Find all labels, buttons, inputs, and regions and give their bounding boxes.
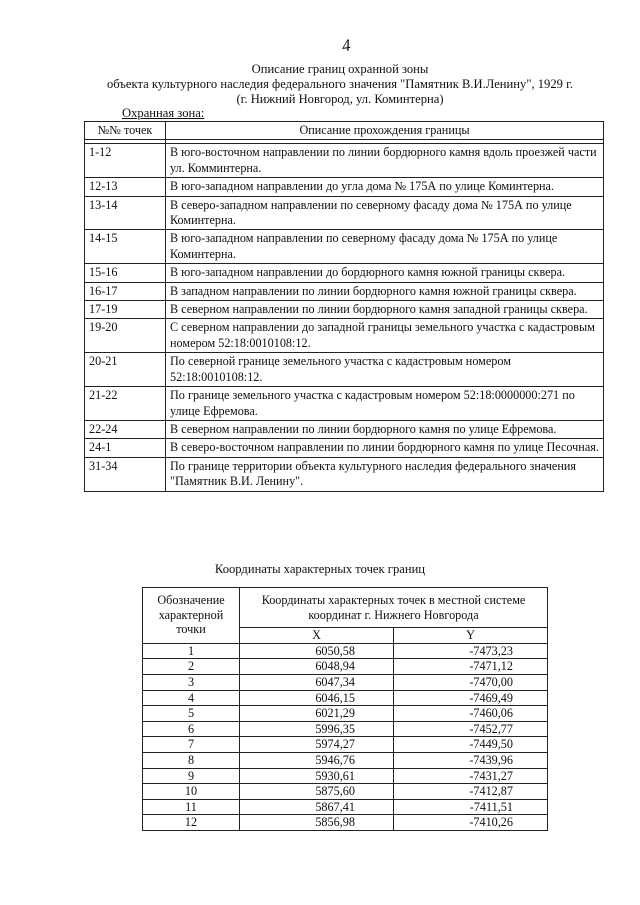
coord-x: 5974,27 xyxy=(240,737,394,753)
coordinates-table xyxy=(142,587,548,831)
row-description: С северном направлении до западной границы земельного участка с кадастровым номером 52:18:0010108:12. xyxy=(166,319,604,353)
table-row xyxy=(85,420,604,438)
point-number: 4 xyxy=(143,690,240,706)
table-row xyxy=(85,301,604,319)
row-description: В юго-западном направлении до бордюрного камня южной границы сквера. xyxy=(166,264,604,282)
table-row xyxy=(143,752,548,768)
header-point-designation: Обозначение характерной точки xyxy=(143,588,240,644)
coord-x: 5946,76 xyxy=(240,752,394,768)
zone-label: Охранная зона: xyxy=(122,106,205,120)
table-row xyxy=(85,457,604,491)
row-points: 20-21 xyxy=(85,353,166,387)
table-row xyxy=(85,282,604,300)
table-row xyxy=(143,706,548,722)
coord-y: -7469,49 xyxy=(393,690,547,706)
boundary-description-table xyxy=(84,121,604,492)
table-row xyxy=(143,784,548,800)
table-header-row xyxy=(85,122,604,140)
coordinate-rows xyxy=(143,643,548,830)
coord-x: 5930,61 xyxy=(240,768,394,784)
coord-y: -7431,27 xyxy=(393,768,547,784)
row-points: 31-34 xyxy=(85,457,166,491)
table-row xyxy=(143,815,548,831)
page-number: 4 xyxy=(340,35,352,56)
boundary-rows xyxy=(85,144,604,491)
coord-y: -7460,06 xyxy=(393,706,547,722)
row-points: 17-19 xyxy=(85,301,166,319)
table-row xyxy=(85,230,604,264)
table-row xyxy=(143,721,548,737)
table-row xyxy=(85,439,604,457)
point-number: 5 xyxy=(143,706,240,722)
table-row xyxy=(143,674,548,690)
coords-header-row xyxy=(143,588,548,628)
coordinates-title: Координаты характерных точек границ xyxy=(214,562,426,576)
row-points: 14-15 xyxy=(85,230,166,264)
header-x: X xyxy=(240,628,394,644)
table-row xyxy=(85,178,604,196)
row-description: В юго-западном направлении до угла дома № 175А по улице Коминтерна. xyxy=(166,178,604,196)
point-number: 9 xyxy=(143,768,240,784)
point-number: 3 xyxy=(143,674,240,690)
point-number: 1 xyxy=(143,643,240,659)
table-row xyxy=(85,144,604,178)
row-description: В северо-восточном направлении по линии бордюрного камня по улице Песочная. xyxy=(166,439,604,457)
row-points: 15-16 xyxy=(85,264,166,282)
table-row xyxy=(143,799,548,815)
header-points: №№ точек xyxy=(85,122,166,140)
coord-y: -7470,00 xyxy=(393,674,547,690)
coord-y: -7471,12 xyxy=(393,659,547,675)
heading-line-3: (г. Нижний Новгород, ул. Коминтерна) xyxy=(236,92,444,106)
table-row xyxy=(143,737,548,753)
header-y: Y xyxy=(393,628,547,644)
point-number: 6 xyxy=(143,721,240,737)
coord-y: -7411,51 xyxy=(393,799,547,815)
table-row xyxy=(85,319,604,353)
point-number: 7 xyxy=(143,737,240,753)
point-number: 2 xyxy=(143,659,240,675)
coord-y: -7449,50 xyxy=(393,737,547,753)
coord-x: 6021,29 xyxy=(240,706,394,722)
coord-x: 6047,34 xyxy=(240,674,394,690)
row-description: В западном направлении по линии бордюрного камня южной границы сквера. xyxy=(166,282,604,300)
document-heading xyxy=(60,62,620,107)
row-description: По северной границе земельного участка с кадастровым номером 52:18:0010108:12. xyxy=(166,353,604,387)
table-row xyxy=(85,353,604,387)
row-points: 1-12 xyxy=(85,144,166,178)
header-coordinates: Координаты характерных точек в местной системе координат г. Нижнего Новгорода xyxy=(240,588,548,628)
table-row xyxy=(143,659,548,675)
row-points: 16-17 xyxy=(85,282,166,300)
row-points: 22-24 xyxy=(85,420,166,438)
row-description: По границе земельного участка с кадастровым номером 52:18:0000000:271 по улице Ефремова. xyxy=(166,387,604,421)
header-description: Описание прохождения границы xyxy=(166,122,604,140)
coord-y: -7439,96 xyxy=(393,752,547,768)
row-description: В юго-восточном направлении по линии бордюрного камня вдоль проезжей части ул. Комминтерна. xyxy=(166,144,604,178)
coord-x: 5875,60 xyxy=(240,784,394,800)
heading-line-1: Описание границ охранной зоны xyxy=(251,62,429,76)
row-points: 12-13 xyxy=(85,178,166,196)
coord-x: 5996,35 xyxy=(240,721,394,737)
coord-x: 5856,98 xyxy=(240,815,394,831)
point-number: 11 xyxy=(143,799,240,815)
row-points: 21-22 xyxy=(85,387,166,421)
coord-x: 6050,58 xyxy=(240,643,394,659)
table-row xyxy=(143,643,548,659)
table-row xyxy=(85,196,604,230)
coord-y: -7473,23 xyxy=(393,643,547,659)
point-number: 8 xyxy=(143,752,240,768)
heading-line-2: объекта культурного наследия федерального значения "Памятник В.И.Ленину", 1929 г. xyxy=(107,77,573,91)
row-points: 19-20 xyxy=(85,319,166,353)
coord-y: -7412,87 xyxy=(393,784,547,800)
coord-x: 5867,41 xyxy=(240,799,394,815)
table-row xyxy=(85,387,604,421)
coord-x: 6048,94 xyxy=(240,659,394,675)
row-description: В юго-западном направлении по северному фасаду дома № 175А по улице Коминтерна. xyxy=(166,230,604,264)
row-description: В северном направлении по линии бордюрного камня по улице Ефремова. xyxy=(166,420,604,438)
row-description: По границе территории объекта культурного наследия федерального значения "Памятник В.И. Ленину". xyxy=(166,457,604,491)
table-row xyxy=(143,768,548,784)
table-row xyxy=(143,690,548,706)
row-description: В северном направлении по линии бордюрного камня западной границы сквера. xyxy=(166,301,604,319)
point-number: 10 xyxy=(143,784,240,800)
row-description: В северо-западном направлении по северному фасаду дома № 175А по улице Коминтерна. xyxy=(166,196,604,230)
point-number: 12 xyxy=(143,815,240,831)
row-points: 13-14 xyxy=(85,196,166,230)
coord-y: -7410,26 xyxy=(393,815,547,831)
row-points: 24-1 xyxy=(85,439,166,457)
coord-y: -7452,77 xyxy=(393,721,547,737)
table-row xyxy=(85,264,604,282)
coord-x: 6046,15 xyxy=(240,690,394,706)
